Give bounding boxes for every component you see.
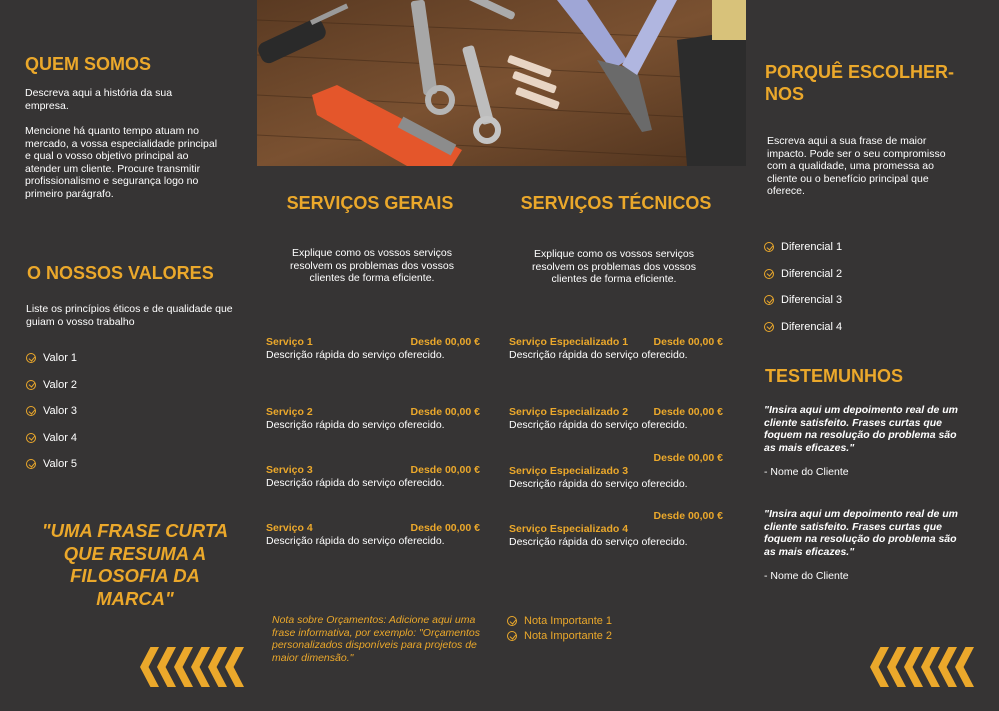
budget-note: Nota sobre Orçamentos: Adicione aqui uma frase informativa, por exemplo: "Orçamentos personalizados disponíveis para projetos de maior dimensão." — [272, 614, 480, 664]
chevron-left-icon — [174, 647, 193, 687]
testimonials-title: TESTEMUNHOS — [765, 366, 904, 386]
service-price: Desde 00,00 € — [410, 406, 480, 418]
technical-services-intro: Explique como os vossos serviços resolvem os problemas dos vossos clientes de forma eficiente. — [532, 248, 696, 285]
list-item: Valor 1 — [26, 351, 77, 365]
service-item — [509, 452, 723, 490]
service-description: Descrição rápida do serviço oferecido. — [509, 418, 688, 431]
list-item: Diferencial 2 — [764, 267, 842, 281]
chevron-left-icon — [208, 647, 227, 687]
check-circle-icon — [26, 406, 36, 416]
service-name: Serviço Especializado 2 — [509, 406, 629, 418]
general-services-title: SERVIÇOS GERAIS — [286, 193, 454, 213]
service-name: Serviço 1 — [266, 336, 313, 348]
about-title: QUEM SOMOS — [25, 54, 152, 74]
service-name: Serviço Especializado 3 — [509, 465, 629, 477]
service-description: Descrição rápida do serviço oferecido. — [266, 348, 445, 361]
testimonial-quote: "Insira aqui um depoimento real de um cliente satisfeito. Frases curtas que foquem na resolução do problema são as mais eficazes." — [764, 404, 959, 454]
check-circle-icon — [764, 295, 774, 305]
service-description: Descrição rápida do serviço oferecido. — [509, 535, 688, 548]
service-price: Desde 00,00 € — [410, 336, 480, 348]
differentials-list — [764, 240, 842, 346]
service-price: Desde 00,00 € — [653, 510, 723, 522]
service-description: Descrição rápida do serviço oferecido. — [266, 418, 445, 431]
service-item — [266, 406, 480, 431]
about-paragraph-2: Mencione há quanto tempo atuam no mercado, a vossa especialidade principal e qual o vosso objetivo principal ao atender um cliente. Procure transmitir profissionalismo e segurança logo no primeiro parágrafo. — [25, 125, 218, 200]
service-name: Serviço 3 — [266, 464, 313, 476]
general-services-intro: Explique como os vossos serviços resolvem os problemas dos vossos clientes de forma eficiente. — [290, 247, 454, 284]
check-circle-icon — [26, 380, 36, 390]
service-price: Desde 00,00 € — [410, 464, 480, 476]
list-item: Diferencial 1 — [764, 240, 842, 254]
check-circle-icon — [507, 616, 517, 626]
chevron-left-icon — [904, 647, 923, 687]
check-circle-icon — [764, 322, 774, 332]
check-circle-icon — [26, 433, 36, 443]
chevron-left-icon — [921, 647, 940, 687]
service-name: Serviço Especializado 4 — [509, 523, 629, 535]
chevron-left-icon — [938, 647, 957, 687]
check-circle-icon — [764, 242, 774, 252]
service-name: Serviço 2 — [266, 406, 313, 418]
service-price: Desde 00,00 € — [410, 522, 480, 534]
chevron-left-icon — [140, 647, 159, 687]
why-choose-text: Escreva aqui a sua frase de maior impacto. Pode ser o seu compromisso com a qualidade, uma promessa ao cliente ou o benefício principal que oferece. — [767, 135, 946, 197]
list-item: Diferencial 4 — [764, 320, 842, 334]
service-item — [266, 522, 480, 547]
chevron-left-icon — [191, 647, 210, 687]
service-description: Descrição rápida do serviço oferecido. — [266, 534, 445, 547]
list-item: Valor 4 — [26, 431, 77, 445]
important-notes — [507, 614, 612, 656]
values-intro: Liste os princípios éticos e de qualidade que guiam o vosso trabalho — [26, 303, 233, 328]
chevron-left-icon — [870, 647, 889, 687]
service-item — [266, 336, 480, 361]
service-item — [509, 510, 723, 548]
testimonial-author: - Nome do Cliente — [764, 570, 849, 582]
testimonial-author: - Nome do Cliente — [764, 466, 849, 478]
check-circle-icon — [26, 459, 36, 469]
service-description: Descrição rápida do serviço oferecido. — [509, 348, 688, 361]
chevron-left-icon — [887, 647, 906, 687]
list-item: Diferencial 3 — [764, 293, 842, 307]
service-price: Desde 00,00 € — [653, 452, 723, 464]
values-title: O NOSSOS VALORES — [27, 263, 214, 283]
service-price: Desde 00,00 € — [653, 336, 723, 348]
service-description: Descrição rápida do serviço oferecido. — [509, 477, 688, 490]
chevron-left-icon — [955, 647, 974, 687]
technical-services-title: SERVIÇOS TÉCNICOS — [520, 193, 712, 213]
service-description: Descrição rápida do serviço oferecido. — [266, 476, 445, 489]
list-item: Nota Importante 1 — [507, 614, 612, 628]
check-circle-icon — [507, 631, 517, 641]
about-paragraph-1: Descreva aqui a história da sua empresa. — [25, 87, 173, 112]
service-item — [509, 406, 723, 431]
check-circle-icon — [764, 269, 774, 279]
service-name: Serviço Especializado 1 — [509, 336, 629, 348]
tools-photo — [257, 0, 746, 166]
why-choose-title: PORQUÊ ESCOLHER-NOS — [765, 62, 955, 104]
check-circle-icon — [26, 353, 36, 363]
service-item — [509, 336, 723, 361]
tools-image — [257, 0, 746, 166]
brand-quote: "UMA FRASE CURTA QUE RESUMA A FILOSOFIA DA MARCA" — [41, 520, 229, 609]
chevron-left-icon — [157, 647, 176, 687]
service-item — [266, 464, 480, 489]
chevron-left-icon — [225, 647, 244, 687]
chevron-decoration-left — [140, 647, 242, 687]
list-item: Valor 2 — [26, 378, 77, 392]
list-item: Valor 5 — [26, 457, 77, 471]
values-list — [26, 351, 77, 484]
service-price: Desde 00,00 € — [653, 406, 723, 418]
list-item: Valor 3 — [26, 404, 77, 418]
chevron-decoration-right — [870, 647, 972, 687]
list-item: Nota Importante 2 — [507, 629, 612, 643]
service-name: Serviço 4 — [266, 522, 313, 534]
testimonial-quote: "Insira aqui um depoimento real de um cliente satisfeito. Frases curtas que foquem na resolução do problema são as mais eficazes." — [764, 508, 959, 558]
